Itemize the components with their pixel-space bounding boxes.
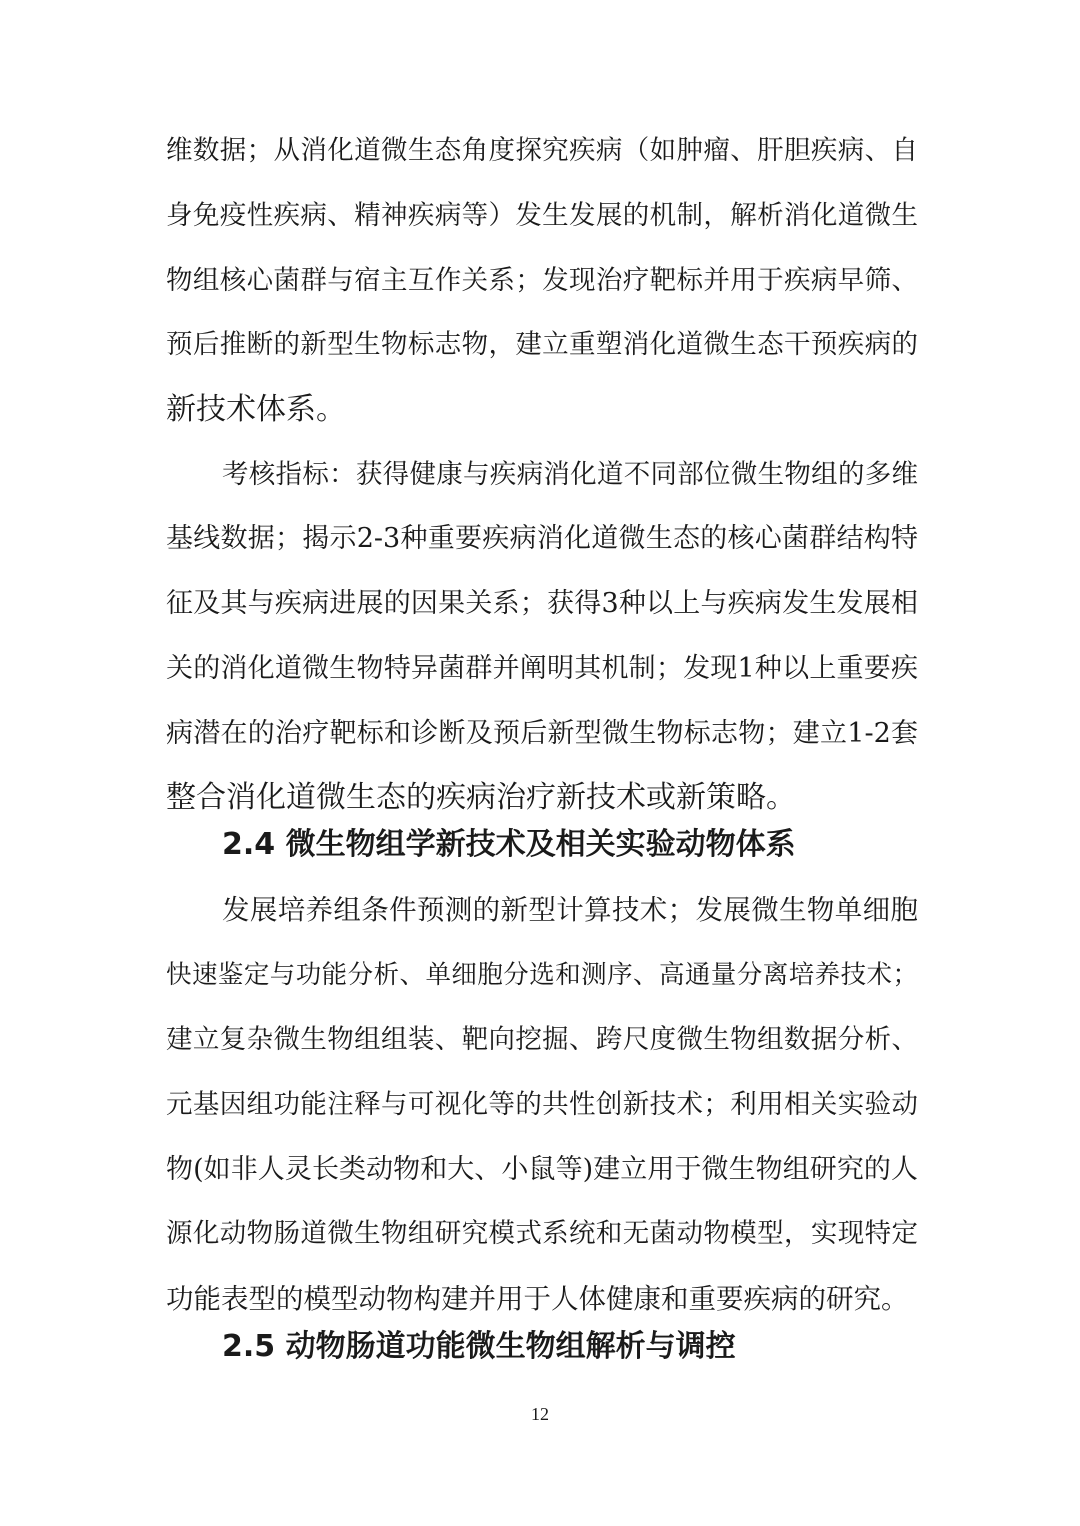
paragraph-line: 考核指标：获得健康与疾病消化道不同部位微生物组的多维 bbox=[222, 459, 918, 490]
paragraph-line: 身免疫性疾病、精神疾病等）发生发展的机制，解析消化道微生 bbox=[166, 200, 918, 231]
paragraph-line: 基线数据；揭示2-3种重要疾病消化道微生态的核心菌群结构特 bbox=[166, 523, 918, 554]
paragraph-line: 物组核心菌群与宿主互作关系；发现治疗靶标并用于疾病早筛、 bbox=[166, 265, 918, 296]
paragraph-line: 征及其与疾病进展的因果关系；获得3种以上与疾病发生发展相 bbox=[166, 588, 918, 619]
paragraph-line: 建立复杂微生物组组装、靶向挖掘、跨尺度微生物组数据分析、 bbox=[166, 1024, 918, 1055]
paragraph-line: 整合消化道微生态的疾病治疗新技术或新策略。 bbox=[166, 780, 796, 815]
paragraph-line: 物(如非人灵长类动物和大、小鼠等)建立用于微生物组研究的人 bbox=[166, 1154, 918, 1185]
paragraph-line: 源化动物肠道微生物组研究模式系统和无菌动物模型，实现特定 bbox=[166, 1218, 918, 1249]
paragraph-line: 病潜在的治疗靶标和诊断及预后新型微生物标志物；建立1-2套 bbox=[166, 718, 918, 749]
paragraph-line: 功能表型的模型动物构建并用于人体健康和重要疾病的研究。 bbox=[166, 1283, 909, 1315]
page-number: 12 bbox=[531, 1404, 549, 1424]
section-heading: 2.5 动物肠道功能微生物组解析与调控 bbox=[222, 1329, 736, 1364]
paragraph-line: 维数据；从消化道微生态角度探究疾病（如肿瘤、肝胆疾病、自 bbox=[166, 135, 918, 166]
paragraph-line: 元基因组功能注释与可视化等的共性创新技术；利用相关实验动 bbox=[166, 1089, 918, 1120]
paragraph-line: 新技术体系。 bbox=[166, 392, 346, 427]
paragraph-line: 关的消化道微生物特异菌群并阐明其机制；发现1种以上重要疾 bbox=[166, 653, 918, 684]
paragraph-line: 发展培养组条件预测的新型计算技术；发展微生物单细胞 bbox=[222, 894, 918, 926]
section-heading: 2.4 微生物组学新技术及相关实验动物体系 bbox=[222, 827, 796, 862]
paragraph-line: 快速鉴定与功能分析、单细胞分选和测序、高通量分离培养技术； bbox=[166, 960, 918, 990]
paragraph-line: 预后推断的新型生物标志物，建立重塑消化道微生态干预疾病的 bbox=[166, 329, 918, 360]
